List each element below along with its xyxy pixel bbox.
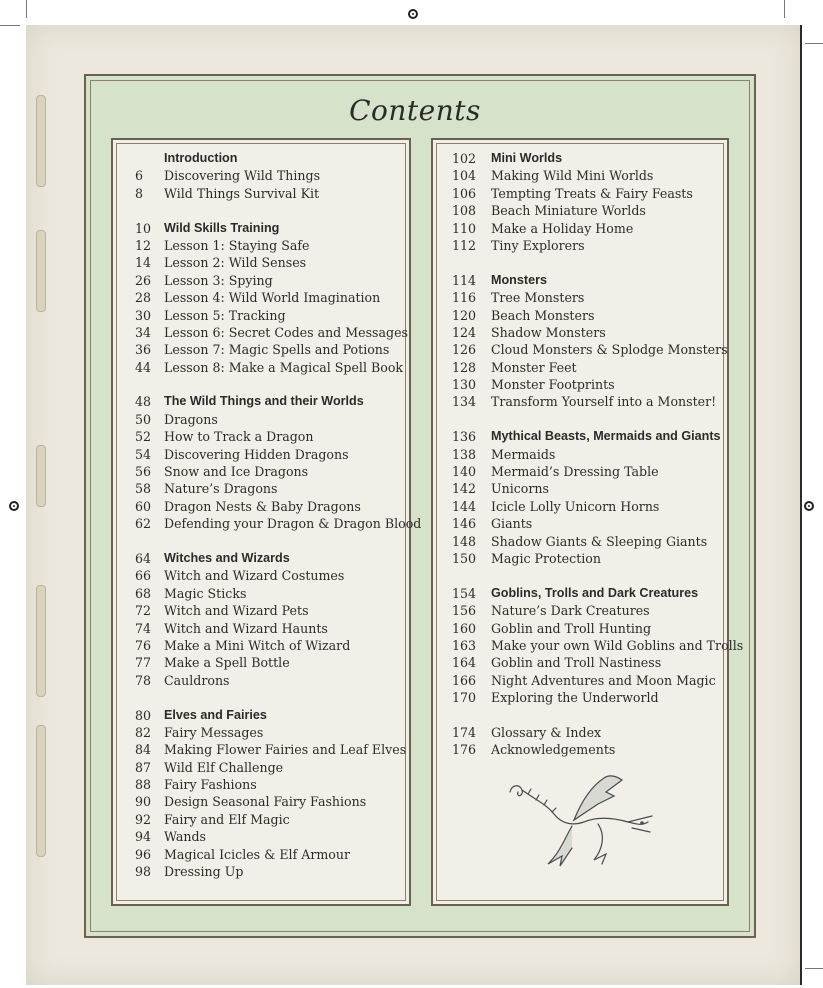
- entry-title: Glossary & Index: [491, 724, 602, 740]
- page-number: 50: [135, 411, 152, 427]
- entry-title: Witch and Wizard Haunts: [164, 620, 328, 636]
- page-number: 126: [452, 342, 477, 358]
- contents-entry: [135, 185, 405, 202]
- entry-title: Mermaid’s Dressing Table: [491, 464, 659, 480]
- entry-title: Lesson 2: Wild Senses: [164, 255, 307, 271]
- page-number: 102: [452, 151, 477, 166]
- page-number: 150: [452, 550, 477, 566]
- contents-entry: [452, 480, 722, 497]
- page-number: 77: [135, 655, 152, 671]
- page-number: 64: [135, 550, 152, 566]
- entry-title: Nature’s Dark Creatures: [491, 603, 650, 619]
- contents-entry: [135, 811, 405, 828]
- section-heading: [452, 585, 722, 602]
- page-number: 8: [135, 185, 144, 201]
- section-heading: [452, 272, 722, 289]
- binding-stitch: [36, 585, 46, 697]
- crop-line-right-top: [805, 43, 823, 44]
- entry-title: Transform Yourself into a Monster!: [491, 394, 717, 410]
- contents-entry: [452, 463, 722, 480]
- entry-title: Lesson 5: Tracking: [164, 307, 286, 323]
- section-gap: [452, 254, 722, 271]
- page-number: 88: [135, 777, 152, 793]
- page-number: 10: [135, 220, 152, 236]
- entry-title: Goblin and Troll Hunting: [491, 620, 652, 636]
- contents-entry: [135, 480, 405, 497]
- entry-title: Discovering Wild Things: [164, 168, 321, 184]
- contents-entry: [135, 620, 405, 637]
- section-gap: [452, 411, 722, 428]
- section-title: Witches and Wizards: [164, 550, 290, 565]
- entry-title: Make a Mini Witch of Wizard: [164, 637, 351, 653]
- page-number: 56: [135, 464, 152, 480]
- entry-title: Wands: [164, 829, 206, 845]
- page-number: 124: [452, 324, 477, 340]
- page-number: 144: [452, 498, 477, 514]
- entry-title: Fairy Messages: [164, 724, 264, 740]
- section-gap: [452, 567, 722, 584]
- contents-entry: [135, 567, 405, 584]
- page-number: 120: [452, 307, 477, 323]
- contents-entry: [135, 585, 405, 602]
- contents-entry: [452, 393, 722, 410]
- page-number: 170: [452, 690, 477, 706]
- section-title: Mythical Beasts, Mermaids and Giants: [491, 429, 721, 444]
- dragon-illustration: [502, 770, 658, 870]
- section-heading: [135, 220, 405, 237]
- contents-entry: [135, 324, 409, 341]
- page-number: 138: [452, 446, 477, 462]
- page-number: 174: [452, 724, 477, 740]
- registration-mark-left: [9, 501, 19, 511]
- contents-entry: [452, 307, 722, 324]
- contents-entry: [452, 689, 722, 706]
- entry-title: Fairy and Elf Magic: [164, 811, 290, 827]
- section-heading: [135, 150, 405, 167]
- binding-stitch: [36, 95, 46, 187]
- entry-title: Cloud Monsters & Splodge Monsters: [491, 342, 728, 358]
- contents-entry: [135, 793, 405, 810]
- entry-title: Witch and Wizard Costumes: [164, 568, 345, 584]
- section-gap: [135, 376, 405, 393]
- section-gap: [135, 533, 405, 550]
- entry-title: Dragon Nests & Baby Dragons: [164, 498, 361, 514]
- contents-entry: [452, 550, 722, 567]
- entry-title: Mermaids: [491, 446, 556, 462]
- entry-title: Shadow Giants & Sleeping Giants: [491, 533, 708, 549]
- entry-title: Make a Holiday Home: [491, 220, 634, 236]
- page-number: 116: [452, 290, 477, 306]
- right-contents-list: [452, 150, 744, 759]
- contents-entry: [452, 533, 722, 550]
- contents-entry: [135, 776, 405, 793]
- contents-entry: [452, 602, 722, 619]
- page-number: 54: [135, 446, 152, 462]
- page-number: 163: [452, 637, 477, 653]
- contents-entry: [135, 341, 405, 358]
- contents-entry: [135, 602, 405, 619]
- contents-entry: [135, 846, 405, 863]
- page-number: 80: [135, 707, 152, 723]
- entry-title: Lesson 4: Wild World Imagination: [164, 290, 381, 306]
- page-number: 128: [452, 359, 477, 375]
- entry-title: Make your own Wild Goblins and Trolls: [491, 637, 744, 653]
- section-heading: [135, 393, 405, 410]
- entry-title: Night Adventures and Moon Magic: [491, 672, 716, 688]
- section-gap: [135, 689, 405, 706]
- entry-title: Making Wild Mini Worlds: [491, 168, 654, 184]
- entry-title: Design Seasonal Fairy Fashions: [164, 794, 367, 810]
- page-number: 34: [135, 324, 152, 340]
- entry-title: Dressing Up: [164, 864, 244, 880]
- page-number: 76: [135, 637, 152, 653]
- entry-title: Monster Feet: [491, 359, 577, 375]
- contents-entry: [135, 307, 405, 324]
- page-number: 110: [452, 220, 477, 236]
- entry-title: Lesson 6: Secret Codes and Messages: [164, 324, 409, 340]
- entry-title: Beach Monsters: [491, 307, 595, 323]
- section-title: The Wild Things and their Worlds: [164, 394, 364, 409]
- page-number: 146: [452, 516, 477, 532]
- contents-entry: [452, 620, 722, 637]
- crop-line-top-left: [26, 0, 27, 18]
- page-number: 96: [135, 846, 152, 862]
- entry-title: Magic Protection: [491, 550, 601, 566]
- page-number: 104: [452, 168, 477, 184]
- contents-entry: [452, 498, 722, 515]
- page-number: 112: [452, 237, 477, 253]
- contents-entry: [135, 289, 405, 306]
- page-number: 114: [452, 272, 477, 288]
- page-number: 78: [135, 672, 152, 688]
- contents-entry: [452, 376, 722, 393]
- contents-entry: [135, 272, 405, 289]
- entry-title: Magic Sticks: [164, 585, 247, 601]
- section-title: Introduction: [164, 151, 238, 165]
- entry-title: Tempting Treats & Fairy Feasts: [491, 185, 693, 201]
- page-number: 130: [452, 377, 477, 393]
- crop-line-left-top: [0, 25, 20, 26]
- entry-title: Making Flower Fairies and Leaf Elves: [164, 742, 407, 758]
- entry-title: Lesson 1: Staying Safe: [164, 237, 310, 253]
- page-number: 62: [135, 516, 152, 532]
- page-number: 136: [452, 429, 477, 445]
- entry-title: Magical Icicles & Elf Armour: [164, 846, 351, 862]
- binding-stitch: [36, 445, 46, 507]
- entry-title: Snow and Ice Dragons: [164, 464, 309, 480]
- page-number: 92: [135, 811, 152, 827]
- page-number: 106: [452, 185, 477, 201]
- page-number: 98: [135, 864, 152, 880]
- contents-entry: [452, 515, 722, 532]
- page-number: 12: [135, 237, 152, 253]
- contents-entry: [452, 324, 722, 341]
- contents-entry: [135, 498, 405, 515]
- contents-entry: [135, 672, 405, 689]
- contents-entry: [135, 359, 405, 376]
- page-number: 82: [135, 724, 152, 740]
- page-number: 48: [135, 394, 152, 410]
- page-number: 142: [452, 481, 477, 497]
- page-number: 156: [452, 603, 477, 619]
- contents-entry: [452, 341, 728, 358]
- entry-title: Tree Monsters: [491, 290, 585, 306]
- entry-title: Dragons: [164, 411, 218, 427]
- contents-entry: [135, 446, 405, 463]
- page-number: 36: [135, 342, 152, 358]
- section-title: Monsters: [491, 272, 547, 287]
- binding-stitch: [36, 725, 46, 857]
- crop-line-top-right: [784, 0, 785, 18]
- page-number: 14: [135, 255, 152, 271]
- entry-title: Cauldrons: [164, 672, 230, 688]
- contents-entry: [135, 654, 405, 671]
- contents-entry: [135, 428, 405, 445]
- page-number: 90: [135, 794, 152, 810]
- page-number: 160: [452, 620, 477, 636]
- page-number: 87: [135, 759, 152, 775]
- contents-entry: [452, 220, 722, 237]
- section-title: Wild Skills Training: [164, 220, 280, 235]
- contents-entry: [452, 185, 722, 202]
- entry-title: Tiny Explorers: [491, 237, 585, 253]
- contents-entry: [452, 202, 722, 219]
- section-heading: [135, 707, 405, 724]
- page-number: 58: [135, 481, 152, 497]
- page-number: 140: [452, 464, 477, 480]
- entry-title: Lesson 7: Magic Spells and Potions: [164, 342, 390, 358]
- entry-title: Defending your Dragon & Dragon Blood: [164, 516, 422, 532]
- contents-entry: [452, 724, 722, 741]
- entry-title: Nature’s Dragons: [164, 481, 278, 497]
- registration-mark-top: [408, 9, 418, 19]
- entry-title: Make a Spell Bottle: [164, 655, 290, 671]
- section-heading: [452, 428, 722, 445]
- entry-title: Shadow Monsters: [491, 324, 606, 340]
- page-number: 164: [452, 655, 477, 671]
- section-title: Elves and Fairies: [164, 707, 267, 722]
- entry-title: Fairy Fashions: [164, 777, 257, 793]
- contents-entry: [135, 637, 405, 654]
- registration-mark-right: [804, 501, 814, 511]
- section-title: Goblins, Trolls and Dark Creatures: [491, 585, 699, 600]
- page-number: 84: [135, 742, 152, 758]
- contents-entry: [452, 637, 744, 654]
- entry-title: Exploring the Underworld: [491, 690, 659, 706]
- contents-entry: [135, 828, 405, 845]
- contents-entry: [135, 741, 405, 758]
- page-number: 28: [135, 290, 152, 306]
- contents-entry: [135, 237, 405, 254]
- contents-entry: [452, 446, 722, 463]
- page-number: 66: [135, 568, 152, 584]
- page-number: 72: [135, 603, 152, 619]
- page-number: 148: [452, 533, 477, 549]
- entry-title: How to Track a Dragon: [164, 429, 314, 445]
- contents-entry: [135, 463, 405, 480]
- page-number: 26: [135, 272, 152, 288]
- page-number: 166: [452, 672, 477, 688]
- contents-entry: [452, 237, 722, 254]
- section-heading: [135, 550, 405, 567]
- page-number: 60: [135, 498, 152, 514]
- page-number: [135, 150, 164, 167]
- contents-entry: [135, 863, 405, 880]
- entry-title: Lesson 8: Make a Magical Spell Book: [164, 359, 404, 375]
- page-number: 6: [135, 168, 144, 184]
- page-number: 154: [452, 585, 477, 601]
- binding-stitch: [36, 230, 46, 312]
- crop-line-right-bottom: [805, 968, 823, 969]
- contents-entry: [135, 254, 405, 271]
- entry-title: Unicorns: [491, 481, 549, 497]
- entry-title: Icicle Lolly Unicorn Horns: [491, 498, 660, 514]
- section-gap: [135, 202, 405, 219]
- page-number: 176: [452, 742, 477, 758]
- contents-entry: [135, 724, 405, 741]
- section-heading: [452, 150, 722, 167]
- entry-title: Lesson 3: Spying: [164, 272, 273, 288]
- left-contents-list: [135, 150, 422, 880]
- contents-entry: [452, 654, 722, 671]
- page-number: 44: [135, 359, 152, 375]
- contents-entry: [135, 411, 405, 428]
- entry-title: Monster Footprints: [491, 377, 615, 393]
- page-number: 68: [135, 585, 152, 601]
- section-gap: [452, 707, 722, 724]
- page-number: 108: [452, 203, 477, 219]
- contents-entry: [452, 289, 722, 306]
- page-number: 30: [135, 307, 152, 323]
- page-number: 94: [135, 829, 152, 845]
- entry-title: Giants: [491, 516, 533, 532]
- entry-title: Discovering Hidden Dragons: [164, 446, 349, 462]
- contents-entry: [452, 672, 722, 689]
- entry-title: Witch and Wizard Pets: [164, 603, 309, 619]
- entry-title: Beach Miniature Worlds: [491, 203, 646, 219]
- page-number: 134: [452, 394, 477, 410]
- entry-title: Wild Things Survival Kit: [164, 185, 320, 201]
- contents-entry: [452, 167, 722, 184]
- entry-title: Goblin and Troll Nastiness: [491, 655, 662, 671]
- section-title: Mini Worlds: [491, 151, 563, 165]
- page-number: 74: [135, 620, 152, 636]
- contents-entry: [135, 167, 405, 184]
- page-title: Contents: [349, 94, 481, 127]
- contents-entry: [135, 515, 422, 532]
- contents-entry: [452, 741, 722, 758]
- page-number: 52: [135, 429, 152, 445]
- entry-title: Wild Elf Challenge: [164, 759, 284, 775]
- contents-entry: [452, 359, 722, 376]
- entry-title: Acknowledgements: [491, 742, 616, 758]
- contents-entry: [135, 759, 405, 776]
